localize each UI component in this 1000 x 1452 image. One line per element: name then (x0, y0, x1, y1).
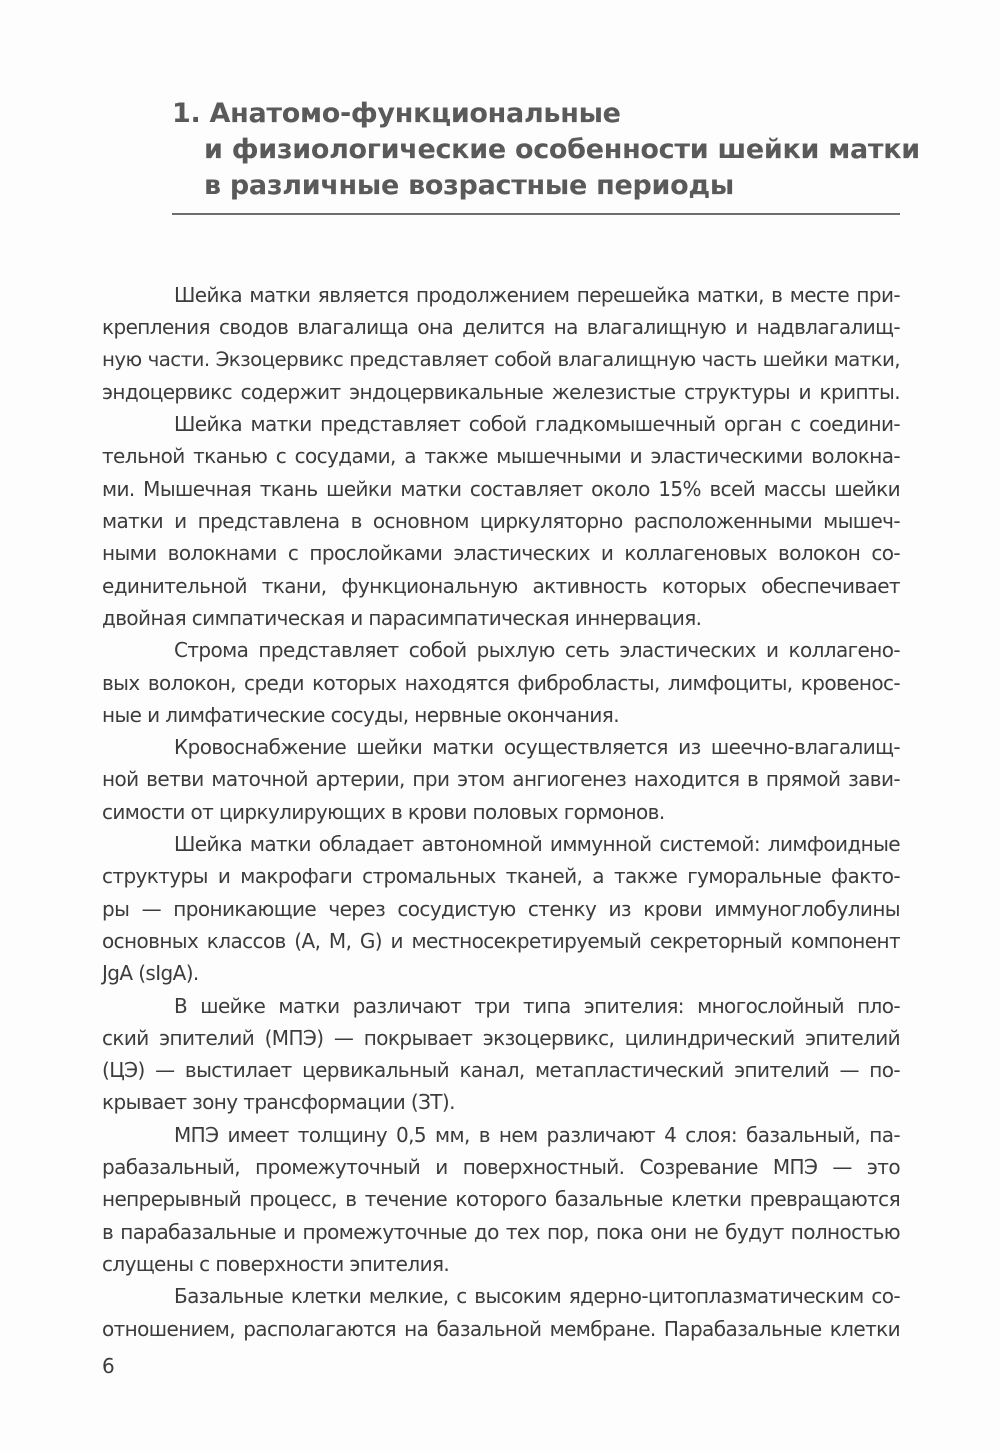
text-line: (ЦЭ) — выстилает цервикальный канал, метапластический эпителий — по- (102, 1058, 900, 1083)
paragraph (102, 1119, 900, 1280)
paragraph (102, 731, 900, 828)
chapter-title-line: в различные возрастные периоды (204, 170, 735, 201)
text-line: ский эпителий (МПЭ) — покрывает экзоцервикс, цилиндрический эпителий (102, 1025, 900, 1050)
text-line: двойная симпатическая и парасимпатическая иннервация. (102, 605, 702, 630)
text-line: ры — проникающие через сосудистую стенку из крови иммуноглобулины (102, 896, 900, 921)
text-line: Кровоснабжение шейки матки осуществляется из шеечно-влагалищ- (174, 735, 900, 760)
text-line: матки и представлена в основном циркуляторно расположенными мышеч- (102, 509, 900, 534)
heading-underline (172, 213, 900, 215)
text-line: рабазальный, промежуточный и поверхностный. Созревание МПЭ — это (102, 1155, 900, 1180)
text-line: эндоцервикс содержит эндоцервикальные железистые структуры и крипты. (102, 379, 900, 404)
text-line: ной ветви маточной артерии, при этом ангиогенез находится в прямой зави- (102, 767, 900, 792)
chapter-title-line: 1. Анатомо-функциональные (172, 98, 621, 129)
text-line: крывает зону трансформации (ЗТ). (102, 1090, 455, 1115)
chapter-title-line: и физиологические особенности шейки матки (204, 134, 920, 165)
text-line: Шейка матки является продолжением перешейка матки, в месте при- (174, 283, 900, 307)
paragraph (102, 279, 900, 408)
text-line: единительной ткани, функциональную активность которых обеспечивает (102, 573, 900, 598)
chapter-heading (172, 96, 920, 204)
text-line: отношением, располагаются на базальной мембране. Парабазальные клетки (102, 1316, 900, 1341)
page-number: 6 (102, 1354, 115, 1378)
text-line: непрерывный процесс, в течение которого базальные клетки превращаются (102, 1187, 900, 1212)
text-line: структуры и макрофаги стромальных тканей, а также гуморальные факто- (102, 864, 900, 889)
text-line: Шейка матки обладает автономной иммунной системой: лимфоидные (174, 832, 900, 857)
text-line: МПЭ имеет толщину 0,5 мм, в нем различают 4 слоя: базальный, па- (174, 1122, 900, 1147)
text-line: ную части. Экзоцервикс представляет собой влагалищную часть шейки матки, (102, 347, 900, 371)
text-line: ными волокнами с прослойками эластических и коллагеновых волокон со- (102, 541, 900, 566)
text-line: Базальные клетки мелкие, с высоким ядерно-цитоплазматическим со- (174, 1284, 900, 1309)
paragraph (102, 408, 900, 634)
text-line: ные и лимфатические сосуды, нервные окончания. (102, 702, 619, 727)
text-line: ми. Мышечная ткань шейки матки составляет около 15% всей массы шейки (102, 476, 900, 501)
paragraph (102, 1280, 900, 1345)
body-text (102, 279, 900, 1345)
text-line: основных классов (А, М, G) и местносекретируемый секреторный компонент (102, 928, 900, 953)
text-line: Шейка матки представляет собой гладкомышечный орган с соедини- (174, 412, 900, 437)
paragraph (102, 634, 900, 731)
text-line: вых волокон, среди которых находятся фибробласты, лимфоциты, кровенос- (102, 670, 900, 695)
text-line: тельной тканью с сосудами, а также мышечными и эластическими волокна- (102, 444, 900, 469)
text-line: JgA (sIgA). (102, 961, 199, 986)
text-line: слущены с поверхности эпителия. (102, 1251, 450, 1276)
text-line: Строма представляет собой рыхлую сеть эластических и коллагено- (174, 638, 900, 663)
text-line: симости от циркулирующих в крови половых гормонов. (102, 799, 665, 824)
paragraph (102, 828, 900, 989)
text-line: В шейке матки различают три типа эпителия: многослойный пло- (174, 993, 900, 1018)
text-line: в парабазальные и промежуточные до тех пор, пока они не будут полностью (102, 1219, 900, 1244)
paragraph (102, 990, 900, 1119)
text-line: крепления сводов влагалища она делится на влагалищную и надвлагалищ- (102, 315, 900, 340)
